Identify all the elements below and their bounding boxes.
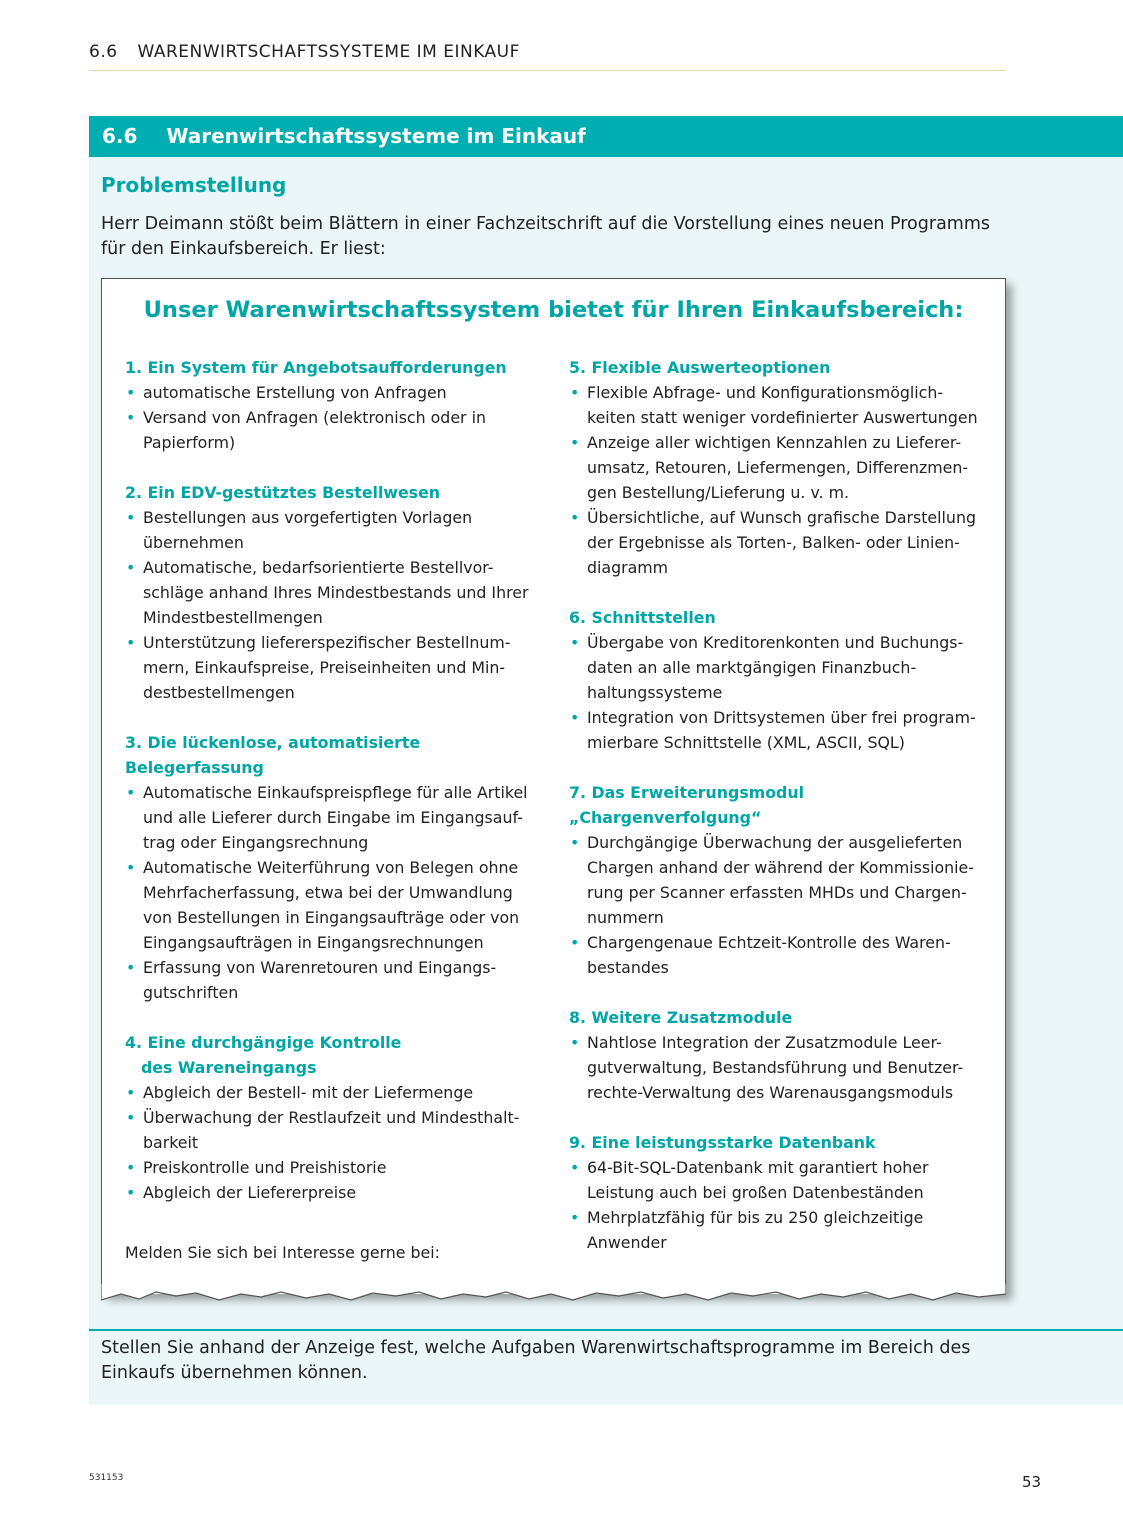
feature-item	[569, 430, 989, 505]
task-line: Stellen Sie anhand der Anzeige fest, welche Aufgaben Warenwirtschaftsprogramme im Bereich des	[101, 1338, 971, 1358]
feature-block	[569, 1005, 989, 1105]
feature-item-line: Automatische, bedarfsorientierte Bestellvor-	[143, 558, 494, 577]
feature-block-title-text: 8. Weitere Zusatzmodule	[569, 1008, 793, 1027]
feature-item-line: haltungssysteme	[587, 683, 723, 702]
feature-item	[125, 630, 545, 705]
running-head-title: WARENWIRTSCHAFTSSYSTEME IM EINKAUF	[137, 42, 520, 62]
feature-item	[125, 505, 545, 555]
feature-item-line: Leistung auch bei großen Datenbeständen	[587, 1183, 924, 1202]
feature-item-line: Nahtlose Integration der Zusatzmodule Leer-	[587, 1033, 942, 1052]
feature-block-title-text: 3. Die lückenlose, automatisierte Belegerfassung	[125, 733, 421, 777]
bullet-icon: •	[570, 1158, 580, 1177]
feature-item	[125, 555, 545, 630]
feature-item-line: Anwender	[587, 1233, 667, 1252]
feature-item-line: Papierform)	[143, 433, 236, 452]
book-code: 531153	[89, 1473, 124, 1483]
feature-item-line: gen Bestellung/Lieferung u. v. m.	[587, 483, 850, 502]
feature-item	[569, 1030, 989, 1105]
task-divider	[89, 1329, 1123, 1331]
feature-item-line: übernehmen	[143, 533, 244, 552]
feature-item	[569, 930, 989, 980]
feature-item-line: umsatz, Retouren, Liefermengen, Differenzmen-	[587, 458, 969, 477]
feature-item-line: Abgleich der Liefererpreise	[143, 1183, 357, 1202]
feature-item	[125, 1180, 545, 1205]
feature-item-line: schläge anhand Ihres Mindestbestands und Ihrer	[143, 583, 529, 602]
feature-block-title-text: 1. Ein System für Angebotsaufforderungen	[125, 358, 507, 377]
bullet-icon: •	[126, 408, 136, 427]
feature-block	[125, 355, 545, 455]
running-head-number: 6.6	[89, 42, 118, 62]
section-heading	[89, 116, 1123, 157]
bullet-icon: •	[126, 1108, 136, 1127]
feature-item-line: mierbare Schnittstelle (XML, ASCII, SQL)	[587, 733, 905, 752]
feature-item	[125, 1080, 545, 1105]
feature-item-line: bestandes	[587, 958, 669, 977]
feature-item-line: nummern	[587, 908, 664, 927]
feature-block-title-text: 4. Eine durchgängige Kontrolle	[125, 1033, 402, 1052]
feature-item	[569, 705, 989, 755]
running-head	[89, 42, 1006, 62]
feature-item-line: Anzeige aller wichtigen Kennzahlen zu Lieferer-	[587, 433, 962, 452]
feature-item-line: Mehrplatzfähig für bis zu 250 gleichzeitige	[587, 1208, 924, 1227]
feature-item-line: Unterstützung liefererspezifischer Bestellnum-	[143, 633, 511, 652]
section-panel	[89, 116, 1123, 1405]
feature-item	[125, 405, 545, 455]
feature-block	[569, 1130, 989, 1255]
feature-block-title	[569, 1005, 989, 1030]
page-number: 53	[1022, 1473, 1042, 1491]
feature-item-line: automatische Erstellung von Anfragen	[143, 383, 447, 402]
feature-item-line: keiten statt weniger vordefinierter Auswertungen	[587, 408, 978, 427]
feature-block	[125, 730, 545, 1005]
feature-item	[569, 380, 989, 430]
feature-item-line: Automatische Einkaufspreispflege für alle Artikel	[143, 783, 528, 802]
feature-item-line: destbestellmengen	[143, 683, 295, 702]
feature-block	[125, 1030, 545, 1205]
feature-block-title-text: 7. Das Erweiterungsmodul „Chargenverfolgung“	[569, 783, 805, 827]
advertisement-box	[101, 278, 1006, 1294]
feature-item-line: Übergabe von Kreditorenkonten und Buchungs-	[587, 633, 964, 652]
feature-item-line: barkeit	[143, 1133, 199, 1152]
feature-item-line: Automatische Weiterführung von Belegen ohne	[143, 858, 519, 877]
feature-item	[125, 780, 545, 855]
feature-block	[569, 355, 989, 580]
feature-item-line: rung per Scanner erfassten MHDs und Chargen-	[587, 883, 967, 902]
feature-item-line: Überwachung der Restlaufzeit und Mindesthalt-	[143, 1108, 520, 1127]
feature-item-line: von Bestellungen in Eingangsaufträge oder von	[143, 908, 520, 927]
bullet-icon: •	[570, 833, 580, 852]
contact-note: Melden Sie sich bei Interesse gerne bei:	[125, 1243, 440, 1262]
feature-block-title	[125, 730, 545, 780]
feature-item-line: Integration von Drittsystemen über frei program-	[587, 708, 976, 727]
feature-item-line: trag oder Eingangsrechnung	[143, 833, 369, 852]
torn-edge	[101, 1284, 1006, 1308]
feature-block-title	[569, 780, 989, 830]
bullet-icon: •	[126, 558, 136, 577]
bullet-icon: •	[126, 1083, 136, 1102]
feature-block-title	[569, 605, 989, 630]
feature-block-title	[125, 355, 545, 380]
feature-block-title	[569, 355, 989, 380]
advertisement-right-column	[569, 355, 989, 1280]
feature-item-line: gutverwaltung, Bestandsführung und Benutzer-	[587, 1058, 964, 1077]
feature-block	[125, 480, 545, 705]
bullet-icon: •	[126, 958, 136, 977]
feature-block-title-text: 5. Flexible Auswerteoptionen	[569, 358, 831, 377]
bullet-icon: •	[570, 708, 580, 727]
feature-item	[125, 855, 545, 955]
bullet-icon: •	[570, 633, 580, 652]
bullet-icon: •	[570, 1208, 580, 1227]
feature-item-line: Bestellungen aus vorgefertigten Vorlagen	[143, 508, 473, 527]
feature-item	[569, 630, 989, 705]
feature-block-title	[125, 1030, 545, 1080]
feature-item-line: Versand von Anfragen (elektronisch oder in	[143, 408, 486, 427]
feature-block-title	[125, 480, 545, 505]
feature-item	[569, 830, 989, 930]
intro-line: Herr Deimann stößt beim Blättern in einer Fachzeitschrift auf die Vorstellung eines neuen Programms	[101, 214, 991, 234]
intro-line: für den Einkaufsbereich. Er liest:	[101, 239, 386, 259]
feature-item	[569, 1155, 989, 1205]
feature-block-title-text: 9. Eine leistungsstarke Datenbank	[569, 1133, 876, 1152]
bullet-icon: •	[570, 933, 580, 952]
bullet-icon: •	[570, 508, 580, 527]
feature-item-line: Übersichtliche, auf Wunsch grafische Darstellung	[587, 508, 976, 527]
feature-item-line: Preiskontrolle und Preishistorie	[143, 1158, 387, 1177]
feature-item	[125, 1105, 545, 1155]
feature-item-line: Flexible Abfrage- und Konfigurationsmöglich-	[587, 383, 944, 402]
feature-block-title-continuation: des Wareneingangs	[141, 1058, 317, 1077]
feature-item-line: mern, Einkaufspreise, Preiseinheiten und Min-	[143, 658, 506, 677]
bullet-icon: •	[126, 858, 136, 877]
feature-item-line: Chargengenaue Echtzeit-Kontrolle des Waren-	[587, 933, 951, 952]
bullet-icon: •	[570, 1033, 580, 1052]
task-text	[101, 1336, 1021, 1386]
feature-item-line: Eingangsaufträgen in Eingangsrechnungen	[143, 933, 484, 952]
section-title: Warenwirtschaftssysteme im Einkauf	[166, 124, 586, 148]
feature-item-line: und alle Lieferer durch Eingabe im Eingangsauf-	[143, 808, 523, 827]
bullet-icon: •	[126, 1183, 136, 1202]
feature-item	[125, 955, 545, 1005]
bullet-icon: •	[126, 633, 136, 652]
feature-item	[569, 505, 989, 580]
feature-block	[569, 605, 989, 755]
feature-item-line: diagramm	[587, 558, 669, 577]
feature-item-line: Mindestbestellmengen	[143, 608, 323, 627]
feature-item-line: 64-Bit-SQL-Datenbank mit garantiert hoher	[587, 1158, 929, 1177]
feature-block-title	[569, 1130, 989, 1155]
feature-item-line: Mehrfacherfassung, etwa bei der Umwandlung	[143, 883, 513, 902]
feature-item-line: Chargen anhand der während der Kommissionie-	[587, 858, 974, 877]
bullet-icon: •	[126, 508, 136, 527]
advertisement-title: Unser Warenwirtschaftssystem bietet für Ihren Einkaufsbereich:	[143, 297, 964, 323]
feature-item	[125, 380, 545, 405]
problem-intro	[101, 212, 1021, 262]
feature-block-title-text: 6. Schnittstellen	[569, 608, 716, 627]
feature-item	[125, 1155, 545, 1180]
bullet-icon: •	[570, 383, 580, 402]
bullet-icon: •	[126, 783, 136, 802]
advertisement-left-column	[125, 355, 545, 1230]
feature-item	[569, 1205, 989, 1255]
feature-item-line: rechte-Verwaltung des Warenausgangsmoduls	[587, 1083, 954, 1102]
section-number: 6.6	[102, 124, 138, 148]
bullet-icon: •	[126, 1158, 136, 1177]
bullet-icon: •	[126, 383, 136, 402]
feature-item-line: Abgleich der Bestell- mit der Liefermenge	[143, 1083, 474, 1102]
feature-item-line: Erfassung von Warenretouren und Eingangs-	[143, 958, 497, 977]
bullet-icon: •	[570, 433, 580, 452]
task-line: Einkaufs übernehmen können.	[101, 1363, 368, 1383]
problem-title: Problemstellung	[101, 173, 287, 197]
feature-item-line: der Ergebnisse als Torten-, Balken- oder Linien-	[587, 533, 960, 552]
feature-item-line: gutschriften	[143, 983, 239, 1002]
header-divider	[89, 70, 1006, 71]
feature-block	[569, 780, 989, 980]
feature-item-line: Durchgängige Überwachung der ausgelieferten	[587, 833, 963, 852]
feature-block-title-text: 2. Ein EDV-gestütztes Bestellwesen	[125, 483, 441, 502]
feature-item-line: daten an alle marktgängigen Finanzbuch-	[587, 658, 917, 677]
